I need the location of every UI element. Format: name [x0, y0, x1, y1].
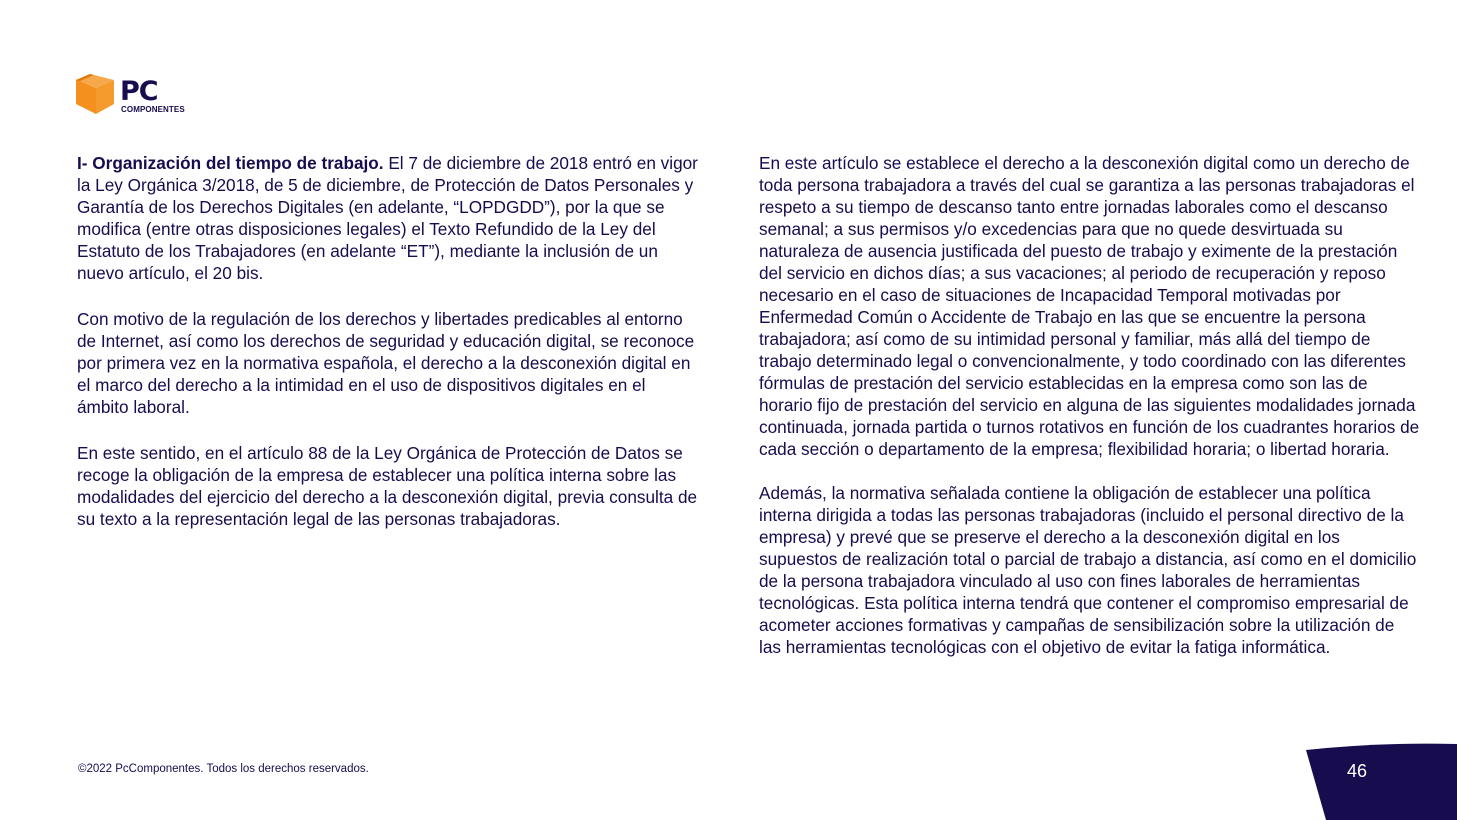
logo-subtitle: COMPONENTES	[121, 105, 185, 114]
box-logo-icon	[76, 74, 116, 116]
page-number: 46	[1346, 761, 1368, 781]
copyright-footer: ©2022 PcComponentes. Todos los derechos reservados.	[78, 763, 369, 775]
paragraph-organizacion	[77, 152, 701, 284]
paragraph-regulacion: Con motivo de la regulación de los derechos y libertades predicables al entorno de Internet, así como los derechos de seguridad y educación digital, se reconoce por primera vez en la normativa española, el derecho a la desconexión digital en el marco del derecho a la intimidad en el uso de dispositivos digitales en el ámbito laboral.	[77, 309, 695, 417]
right-column	[759, 152, 1421, 680]
paragraph-derecho-desconexion: En este artículo se establece el derecho a la desconexión digital como un derecho de toda persona trabajadora a través del cual se garantiza a las personas trabajadoras el respeto a su tiempo de descanso tanto entre jornadas laborales como el descanso semanal; a sus permisos y/o excedencias para que no quede desvirtuada su naturaleza de ausencia justificada del puesto de trabajo y eximente de la prestación del servicio en dichos días; a sus vacaciones; al periodo de recuperación y reposo necesario en el caso de situaciones de Incapacidad Temporal motivadas por Enfermedad Común o Accidente de Trabajo en las que se encuentre la persona trabajadora; así como de su intimidad personal y familiar, más allá del tiempo de trabajo determinado legal o convencionalmente, y todo coordinado con las diferentes fórmulas de prestación del servicio establecidas en la empresa como son las de horario fijo de prestación del servicio en alguna de las siguientes modalidades jornada continuada, jornada partida o turnos rotativos en función de los cuadrantes horarios de cada sección o departamento de la empresa; flexibilidad horaria; o libertad horaria.	[759, 153, 1420, 459]
paragraph-articulo-88: En este sentido, en el artículo 88 de la Ley Orgánica de Protección de Datos se recoge la obligación de la empresa de establecer una política interna sobre las modalidades del ejercicio del derecho a la desconexión digital, previa consulta de su texto a la representación legal de las personas trabajadoras.	[77, 443, 698, 529]
pccomponentes-logo	[76, 74, 196, 116]
section-heading: I- Organización del tiempo de trabajo.	[77, 153, 384, 173]
paragraph-politica-interna: Además, la normativa señalada contiene la obligación de establecer una política interna dirigida a todas las personas trabajadoras (incluido el personal directivo de la empresa) y prevé que se preserve el derecho a la desconexión digital en los supuestos de realización total o parcial de trabajo a distancia, así como en el domicilio de la persona trabajadora vinculado al uso con fines laborales de herramientas tecnológicas. Esta política interna tendrá que contener el compromiso empresarial de acometer acciones formativas y campañas de sensibilización sobre la utilización de las herramientas tecnológicas con el objetivo de evitar la fatiga informática.	[759, 483, 1417, 657]
logo-wordmark: PC	[120, 76, 158, 107]
left-column	[77, 152, 701, 554]
paragraph-body: El 7 de diciembre de 2018 entró en vigor la Ley Orgánica 3/2018, de 5 de diciembre, de Protección de Datos Personales y Garantía de los Derechos Digitales (en adelante, “LOPDGDD”), por la que se modifica (entre otras disposiciones legales) el Texto Refundido de la Ley del Estatuto de los Trabajadores (en adelante “ET”), mediante la inclusión de un nuevo artículo, el 20 bis.	[77, 153, 698, 283]
